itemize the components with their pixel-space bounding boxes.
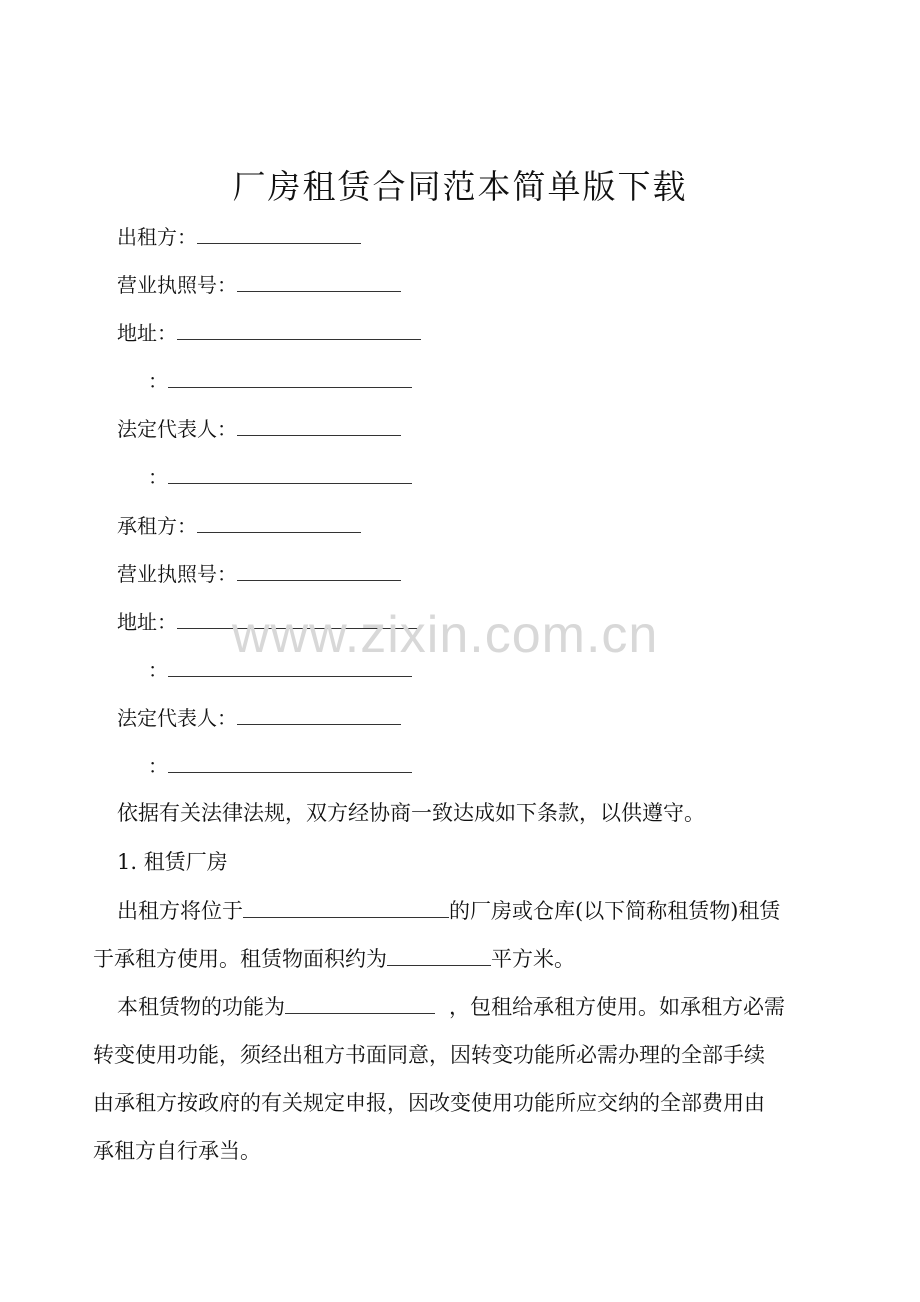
para2-text-b: ，包租给承租方使用。如承租方必需 <box>449 995 785 1019</box>
para2-line4: 承租方自行承当。 <box>93 1139 261 1163</box>
lessor-extra-row-1 <box>148 365 412 397</box>
para2-line3: 由承租方按政府的有关规定申报，因改变使用功能所应交纳的全部费用由 <box>93 1091 765 1115</box>
para1-text-b: 的厂房或仓库(以下简称租赁物)租赁 <box>449 899 781 923</box>
para1-line1 <box>117 895 780 927</box>
para1-text-c: 于承租方使用。租赁物面积约为 <box>93 947 387 971</box>
lessee-legal-rep-blank <box>237 702 401 725</box>
lessor-address-label: 地址： <box>117 321 177 345</box>
lessor-legal-rep-blank <box>237 413 401 436</box>
watermark: www.zixin.com.cn <box>232 606 659 664</box>
lessor-extra-blank-2 <box>168 461 412 484</box>
lessee-extra-label-2: ： <box>148 754 168 778</box>
lessor-extra-row-2 <box>148 461 412 493</box>
lessor-license-row <box>117 269 401 301</box>
para1-area-blank <box>387 943 491 966</box>
lessor-extra-label-2: ： <box>148 465 168 489</box>
lessor-blank <box>197 221 361 244</box>
lessor-license-blank <box>237 269 401 292</box>
para2-text-a: 本租赁物的功能为 <box>117 995 285 1019</box>
para2-function-blank <box>285 991 435 1014</box>
lessee-row <box>117 510 361 542</box>
lessee-legal-rep-label: 法定代表人： <box>117 706 237 730</box>
lessor-legal-rep-label: 法定代表人： <box>117 417 237 441</box>
lessee-legal-rep-row <box>117 702 401 734</box>
para2-line2: 转变使用功能，须经出租方书面同意，因转变功能所必需办理的全部手续 <box>93 1043 765 1067</box>
lessor-legal-rep-row <box>117 413 401 445</box>
lessee-extra-label-1: ： <box>148 658 168 682</box>
lessor-row <box>117 221 361 253</box>
lessee-license-label: 营业执照号： <box>117 562 237 586</box>
lessee-label: 承租方： <box>117 514 197 538</box>
lessor-address-row <box>117 317 421 349</box>
lessor-address-blank <box>177 317 421 340</box>
lessee-extra-blank-2 <box>168 750 412 773</box>
lessee-extra-row-2 <box>148 750 412 782</box>
section-heading: 1. 租赁厂房 <box>117 850 228 874</box>
para1-text-d: 平方米。 <box>491 947 575 971</box>
para2-line1 <box>117 991 785 1023</box>
lessee-blank <box>197 510 361 533</box>
lessor-label: 出租方： <box>117 225 197 249</box>
lessee-address-label: 地址： <box>117 610 177 634</box>
lessee-license-row <box>117 558 401 590</box>
para1-location-blank <box>243 895 449 918</box>
para1-text-a: 出租方将位于 <box>117 899 243 923</box>
lessee-license-blank <box>237 558 401 581</box>
lessor-extra-label-1: ： <box>148 369 168 393</box>
para1-line2 <box>93 943 575 975</box>
lessor-license-label: 营业执照号： <box>117 273 237 297</box>
page-title: 厂房租赁合同范本简单版下载 <box>232 167 688 206</box>
lessor-extra-blank-1 <box>168 365 412 388</box>
intro-paragraph: 依据有关法律法规，双方经协商一致达成如下条款，以供遵守。 <box>117 801 705 825</box>
